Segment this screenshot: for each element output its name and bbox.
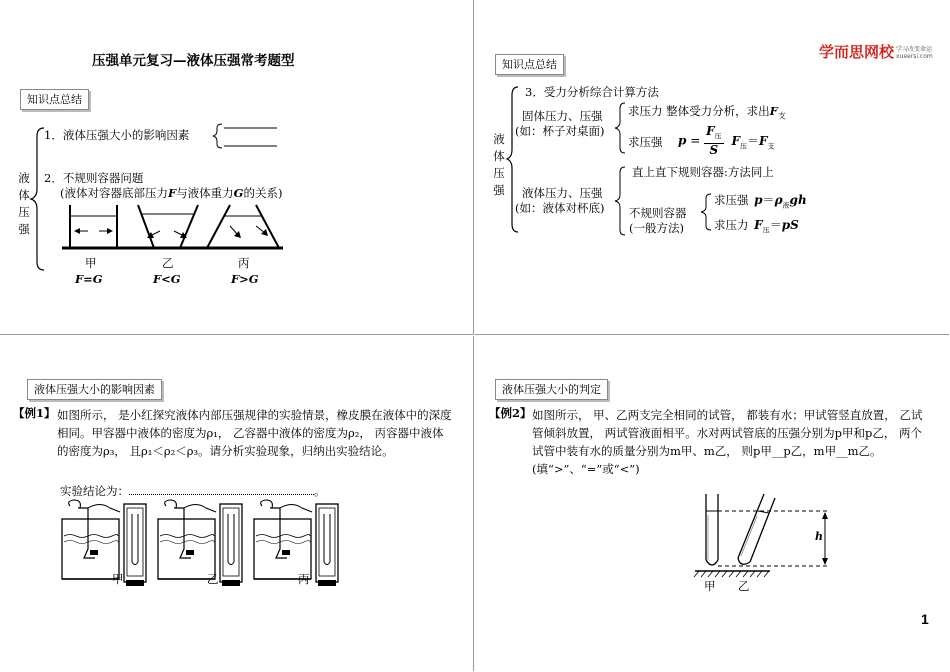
slide3-apparatus [0, 336, 474, 671]
slide4-test-tubes [475, 336, 949, 671]
tube-label-jia: 甲 [704, 579, 716, 593]
side-label: 液 体 压 强 [18, 171, 30, 236]
item-3: 3．受力分析综合计算方法 [525, 85, 659, 99]
container-label-jia: 甲 [85, 256, 97, 270]
example-label: 【例2】 [489, 406, 532, 420]
container-label-bing: 丙 [238, 256, 250, 270]
solid-pressure: 求压强 [628, 135, 663, 149]
example-label: 【例1】 [13, 406, 56, 420]
brand-logo: 学而思网校 学习改变命运 xueersi.com [819, 43, 933, 61]
conclusion-line: 实验结论为： 。 [60, 484, 326, 498]
example-text: 如图所示， 甲、乙两支完全相同的试管， 都装有水；甲试管竖直放置， 乙试管倾斜放置， 两试管液面相平。水对两试管底的压强分别为p甲和p乙， 两个试管中装有水的质量分别为m甲、m乙， 则p甲__p乙，m甲__m乙。(填“>”、“=”或“<”) [532, 408, 923, 476]
relation-yi: F<G [153, 272, 181, 286]
tube-label-yi: 乙 [738, 579, 750, 593]
item-2-note: (液体对容器底部压力F与液体重力G的关系) [60, 186, 283, 200]
container-bing [207, 205, 279, 248]
apparatus-label-jia: 甲 [112, 572, 124, 586]
regular-container: 直上直下规则容器:方法同上 [632, 165, 774, 179]
slide-title: 压强单元复习—液体压强常考题型 [92, 53, 295, 69]
solid-heading: 固体压力、压强 [522, 109, 603, 123]
container-label-yi: 乙 [162, 256, 174, 270]
irregular-method: (一般方法) [629, 221, 684, 235]
relation-jia: F=G [75, 272, 103, 286]
section-tag: 知识点总结 [20, 89, 89, 110]
item-1: 1．液体压强大小的影响因素 [44, 128, 190, 142]
apparatus-label-bing: 丙 [298, 572, 310, 586]
relation-bing: F>G [231, 272, 259, 286]
page-number: 1 [921, 611, 929, 627]
section-tag: 液体压强大小的判定 [495, 379, 608, 400]
apparatus-jia [62, 500, 146, 586]
irregular-container: 不规则容器 [629, 206, 687, 220]
liquid-pressure: 求压强 $p=\rho_液gh$ [714, 193, 807, 210]
section-tag: 知识点总结 [495, 54, 564, 75]
container-yi [138, 205, 198, 248]
liquid-force: 求压力 $F_压=pS$ [714, 218, 799, 235]
apparatus-label-yi: 乙 [207, 572, 219, 586]
height-label: h [815, 530, 823, 543]
example-text: 如图所示， 是小红探究液体内部压强规律的实验情景，橡皮膜在液体中的深度相同。甲容器中液体的密度为ρ₁， 乙容器中液体的密度为ρ₂， 丙容器中液体的密度为ρ₃， 且ρ₁＜ρ₂＜ρ₃。请分析实验现象，归纳出实验结论。 [57, 408, 452, 458]
side-label: 液 体 压 强 [493, 132, 505, 197]
slide-2 [475, 0, 949, 335]
tube-jia [706, 494, 718, 565]
slide-4 [475, 336, 949, 671]
slide-1 [0, 0, 474, 335]
liquid-heading: 液体压力、压强 [522, 186, 603, 200]
formula-p-equals-f-over-s: p = $F_压$ S $F_压=F_支$ [678, 124, 775, 158]
solid-example: (如：杯子对桌面) [515, 124, 605, 138]
solid-force: 求压力 整体受力分析，求出$F_支$ [628, 104, 786, 121]
container-jia [70, 205, 117, 248]
item-2: 2．不规则容器问题 [44, 171, 144, 185]
tube-yi [738, 494, 775, 564]
liquid-example: (如：液体对杯底) [515, 201, 605, 215]
section-tag: 液体压强大小的影响因素 [27, 379, 162, 400]
slide-3 [0, 336, 474, 671]
